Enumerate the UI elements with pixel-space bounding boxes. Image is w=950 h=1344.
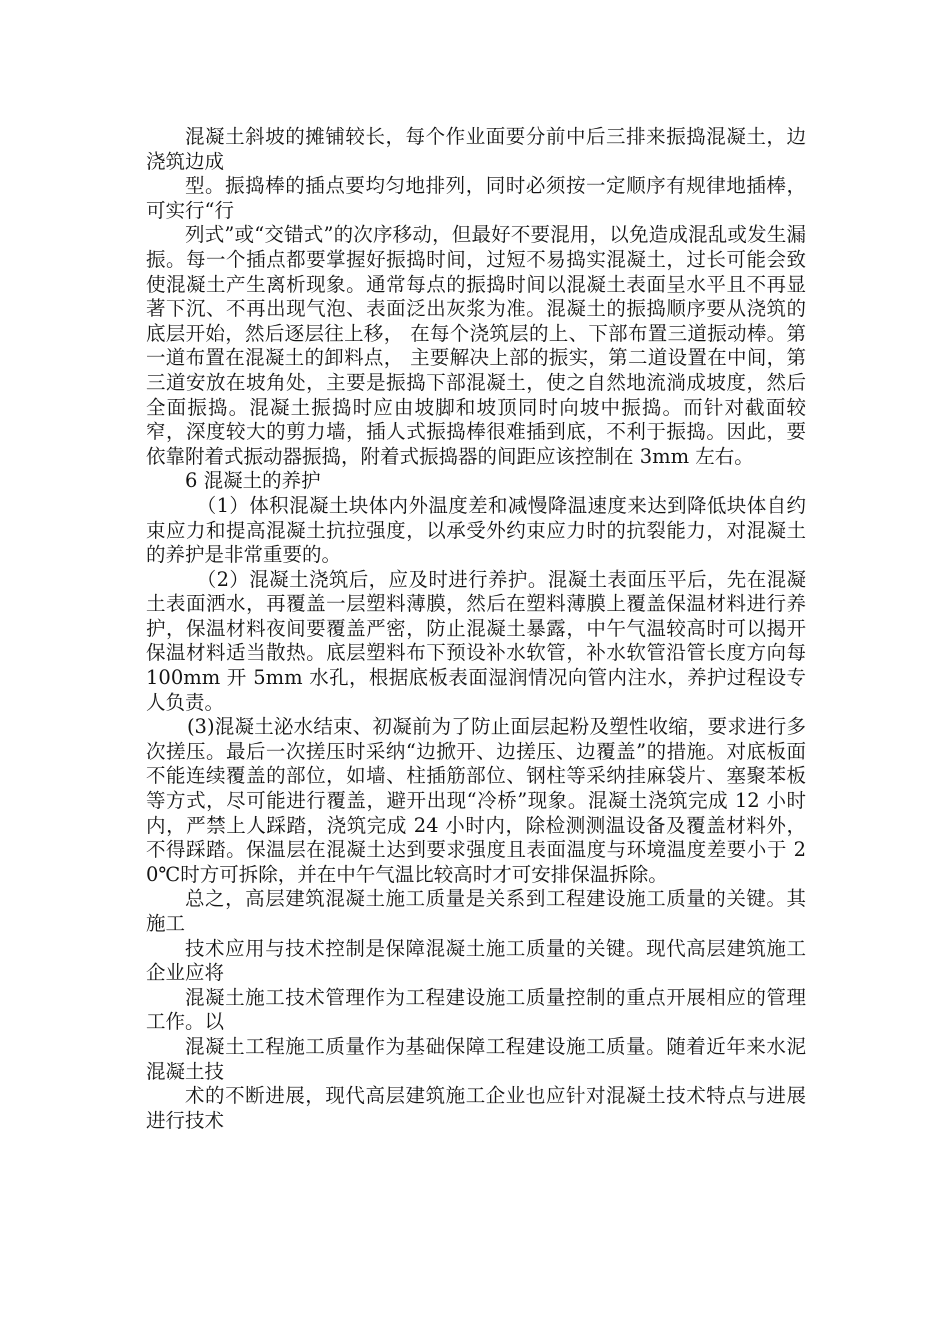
paragraph-summary-2: 技术应用与技术控制是保障混凝土施工质量的关键。现代高层建筑施工企业应将 bbox=[146, 936, 806, 985]
paragraph-summary-5: 术的不断进展，现代高层建筑施工企业也应针对混凝土技术特点与进展进行技术 bbox=[146, 1084, 806, 1132]
section-heading-curing: 6 混凝土的养护 bbox=[185, 469, 321, 493]
paragraph-curing-item-1: （1）体积混凝土块体内外温度差和减慢降温速度来达到降低块体自约束应力和提高混凝土抗拉强度，以承受外约束应力时的抗裂能力，对混凝土的养护是非常重要的。 bbox=[146, 493, 806, 567]
paragraph-curing-item-3: (3)混凝土泌水结束、初凝前为了防止面层起粉及塑性收缩，要求进行多次搓压。最后一次搓压时采纳“边掀开、边搓压、边覆盖”的措施。对底板面不能连续覆盖的部位，如墙、柱插筋部位、钢柱等采纳挂麻袋片、塞聚苯板等方式，尽可能进行覆盖，避开出现“冷桥”现象。混凝土浇筑完成 12 小时内，严禁上人踩踏，浇筑完成 24 小时内，除检测测温设备及覆盖材料外，不得踩踏。保温层在混凝土达到要求强度且表面温度与环境温度差要小于 20℃时方可拆除，并在中午气温比较高时才可安排保温拆除。 bbox=[146, 715, 806, 886]
paragraph-summary-4: 混凝土工程施工质量作为基础保障工程建设施工质量。随着近年来水泥混凝土技 bbox=[146, 1034, 806, 1083]
paragraph-vibration-procedure: 列式”或“交错式”的次序移动，但最好不要混用，以免造成混乱或发生漏振。每一个插点都要掌握好振捣时间，过短不易捣实混凝土，过长可能会致使混凝土产生离析现象。通常每点的振捣时间以混凝土表面呈水平且不再显著下沉、不再出现气泡、表面泛出灰浆为准。混凝土的振捣顺序要从浇筑的底层开始，然后逐层往上移， 在每个浇筑层的上、下部布置三道振动棒。第一道布置在混凝土的卸料点， 主要解决上部的振实，第二道设置在中间，第三道安放在坡角处，主要是振捣下部混凝土，使之自然地流淌成坡度，然后全面振捣。混凝土振捣时应由坡脚和坡顶同时向坡中振捣。而针对截面较窄，深度较大的剪力墙，插人式振捣棒很难插到底，不利于振捣。因此，要依靠附着式振动器振捣，附着式振捣器的间距应该控制在 3mm 左右。 bbox=[146, 223, 806, 468]
document-body bbox=[146, 125, 806, 1133]
paragraph-curing-item-2: （2）混凝土浇筑后，应及时进行养护。混凝土表面压平后，先在混凝土表面洒水，再覆盖一层塑料薄膜，然后在塑料薄膜上覆盖保温材料进行养护，保温材料夜间要覆盖严密，防止混凝土暴露，中午气温较高时可以揭开保温材料适当散热。底层塑料布下预设补水软管，补水软管沿管长度方向每 100mm 开 5mm 水孔，根据底板表面湿润情况向管内注水，养护过程设专人负责。 bbox=[146, 567, 806, 714]
paragraph-slope-paving: 混凝土斜坡的摊铺较长，每个作业面要分前中后三排来振捣混凝土，边浇筑边成 bbox=[146, 125, 806, 173]
paragraph-vibrator-placement: 型。振捣棒的插点要均匀地排列，同时必须按一定顺序有规律地插棒，可实行“行 bbox=[146, 174, 806, 222]
paragraph-summary-3: 混凝土施工技术管理作为工程建设施工质量控制的重点开展相应的管理工作。以 bbox=[146, 985, 806, 1034]
paragraph-summary-1: 总之，高层建筑混凝土施工质量是关系到工程建设施工质量的关键。其施工 bbox=[146, 887, 806, 935]
